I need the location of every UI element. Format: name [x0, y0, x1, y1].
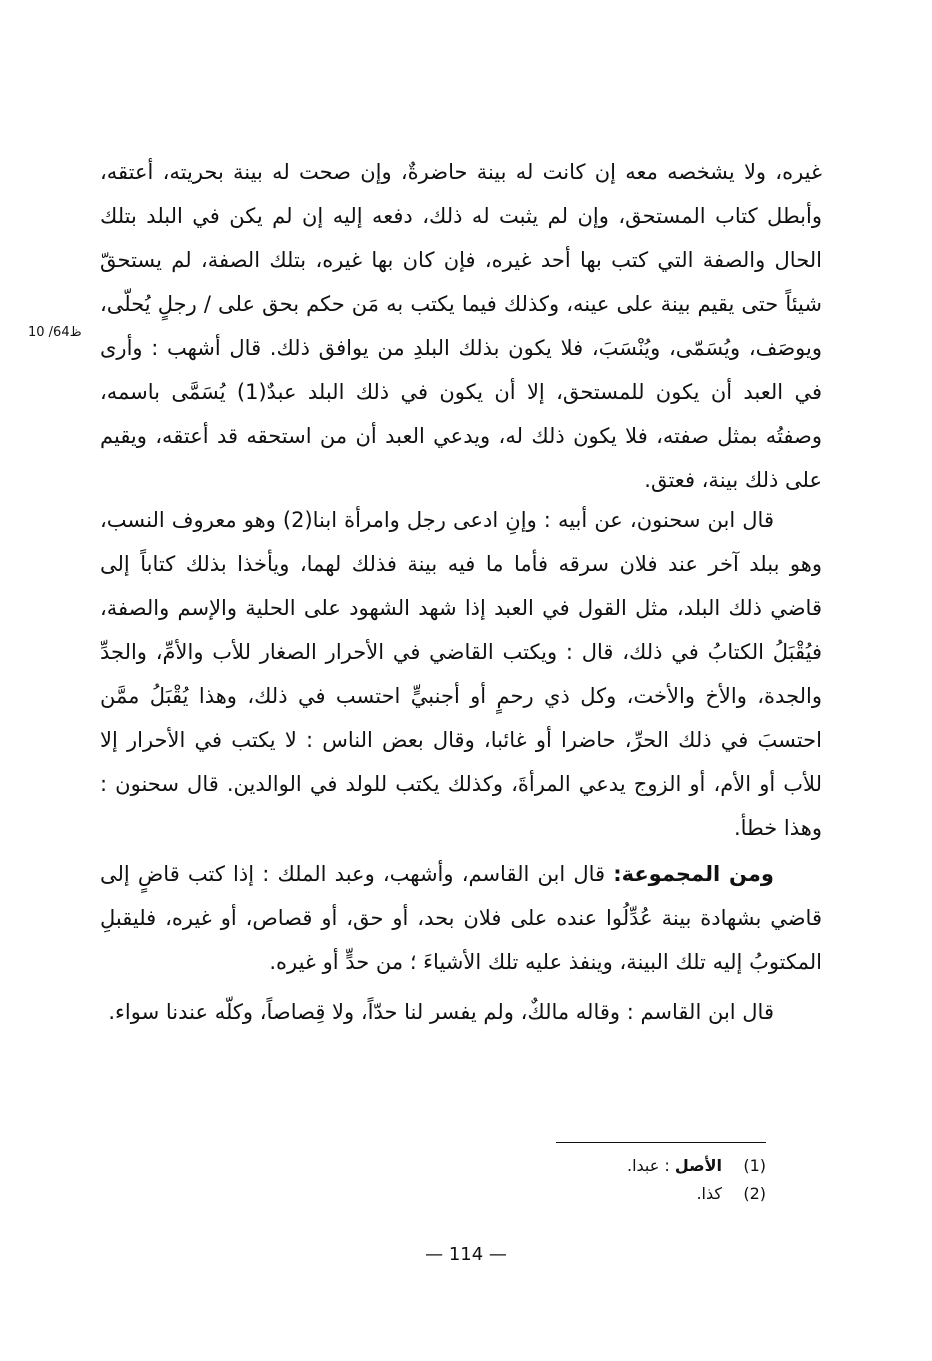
paragraph-4 — [100, 990, 822, 1034]
footnote-1 — [346, 1152, 766, 1180]
footnote-1-bold: الأصل — [674, 1156, 722, 1175]
paragraph-4-text: قال ابن القاسم : وقاله مالكٌ، ولم يفسر لنا حدّاً، ولا قِصاصاً، وكلّه عندنا سواء. — [108, 1000, 774, 1024]
footnote-2-number: (2) — [743, 1184, 766, 1203]
footnote-2-text: كذا. — [696, 1184, 722, 1203]
footnote-1-text: : عبدا. — [626, 1156, 675, 1175]
manuscript-folio-note: 10 /64ظ — [28, 325, 82, 340]
paragraph-2 — [100, 498, 822, 850]
footnote-divider — [556, 1142, 766, 1143]
footnotes — [346, 1152, 766, 1208]
paragraph-2-text: قال ابن سحنون، عن أبيه : وإنِ ادعى رجل وامرأة ابنا(2) وهو معروف النسب، وهو ببلد آخر عند فلان سرقه فأما ما فيه بينة فذلك لهما، ويأخذا بذلك كتاباً إلى قاضي ذلك البلد، مثل القول في العبد إذا شهد الشهود على الحلية والإسم والصفة، فيُقْبَلُ الكتابُ في ذلك، قال : ويكتب القاضي في الأحرار الصغار للأب والأمِّ، والجدِّ والجدة، والأخ والأخت، وكل ذي رحمٍ أو أجنبيٍّ احتسب في ذلك، وهذا يُقْبَلُ ممَّن احتسبَ في ذلك الحرِّ، حاضرا أو غائبا، وقال بعض الناس : لا يكتب في الأحرار إلا للأب أو الأم، أو الزوج يدعي المرأةَ، وكذلك يكتب للولد في الوالدين. قال سحنون : وهذا خطأ. — [100, 508, 822, 840]
footnote-2 — [346, 1180, 766, 1208]
paragraph-1 — [100, 150, 822, 502]
footnote-1-number: (1) — [743, 1156, 766, 1175]
footnote-1-content — [627, 1152, 722, 1180]
source-label: ومن المجموعة: — [613, 862, 774, 886]
paragraph-3 — [100, 852, 822, 984]
paragraph-3-text: ومن المجموعة: قال ابن القاسم، وأشهب، وعبد الملك : إذا كتب قاضٍ إلى قاضي بشهادة بينة عُدِّلُوا عنده على فلان بحد، أو حق، أو قصاص، أو غيره، فليقبلِ المكتوبُ إليه تلك البينة، وينفذ عليه تلك الأشياءَ ؛ من حدٍّ أو غيره. — [100, 862, 822, 974]
page-number: — 114 — — [425, 1244, 507, 1265]
paragraph-1-text: غيره، ولا يشخصه معه إن كانت له بينة حاضرةٌ، وإن صحت له بينة بحريته، أعتقه، وأبطل كتاب المستحق، وإن لم يثبت له ذلك، دفعه إليه إن لم يكن في البلد بتلك الحال والصفة التي كتب بها أحد غيره، فإن كان بها غيره، بتلك الصفة، لم يستحقّ شيئاً حتى يقيم بينة على عينه، وكذلك فيما يكتب به مَن حكم بحق على / رجلٍ يُحلّى، ويوصَف، ويُسَمّى، ويُنْسَبَ، فلا يكون بذلك البلدِ من يوافق ذلك. قال أشهب : وأرى في العبد أن يكون للمستحق، إلا أن يكون في ذلك البلد عبدٌ(1) يُسَمَّى باسمه، وصفتُه بمثل صفته، فلا يكون ذلك له، ويدعي العبد أن من استحقه قد أعتقه، ويقيم على ذلك بينة، فعتق. — [100, 160, 822, 492]
